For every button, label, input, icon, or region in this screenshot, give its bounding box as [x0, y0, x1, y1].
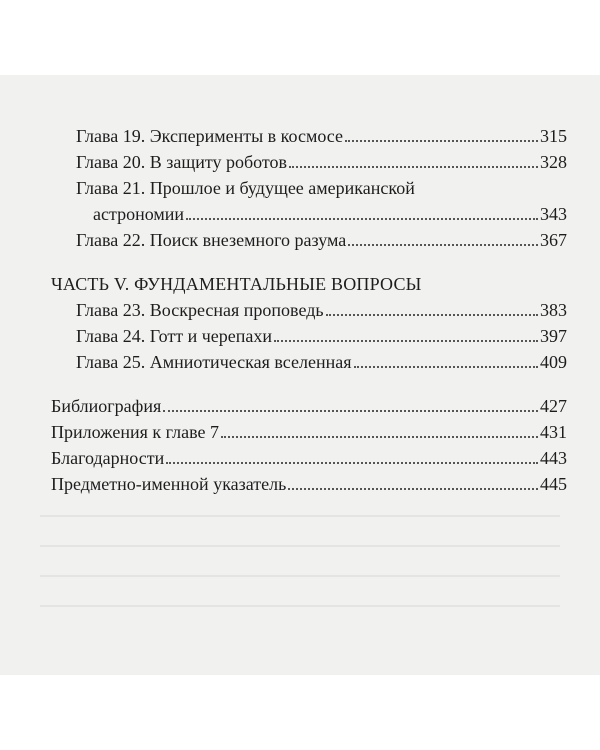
toc-entry-page: 343 — [540, 204, 567, 224]
dot-leader — [163, 410, 538, 412]
dot-leader — [288, 488, 538, 490]
toc-entry-title: Глава 23. Воскресная проповедь — [76, 300, 324, 320]
toc-entry-title-line1[interactable]: Глава 21. Прошлое и будущее американской — [76, 178, 415, 198]
toc-entry-page: 328 — [540, 152, 567, 172]
toc-entry-page: 445 — [540, 474, 567, 494]
dot-leader — [166, 462, 538, 464]
toc-entry-page: 315 — [540, 126, 567, 146]
show-through-line — [40, 605, 560, 607]
dot-leader — [354, 366, 538, 368]
toc-entry-title: Глава 20. В защиту роботов — [76, 152, 288, 172]
dot-leader — [186, 218, 538, 220]
toc-entry-page: 397 — [540, 326, 567, 346]
toc-entry-title: Библиография — [51, 396, 162, 416]
toc-entry-title: Глава 19. Эксперименты в космосе — [76, 126, 343, 146]
show-through-line — [40, 575, 560, 577]
toc-entry-page: 367 — [540, 230, 567, 250]
toc-entry-title-line2: астрономии — [93, 204, 185, 224]
toc-entry[interactable] — [76, 228, 567, 252]
toc-entry[interactable] — [76, 324, 567, 348]
toc-entry-title: Благодарности — [51, 448, 165, 468]
show-through-line — [40, 515, 560, 517]
toc-entry[interactable] — [51, 394, 567, 418]
toc-entry[interactable] — [51, 472, 567, 496]
dot-leader — [326, 314, 538, 316]
toc-entry-page: 409 — [540, 352, 567, 372]
toc-entry[interactable] — [76, 150, 567, 174]
dot-leader — [348, 244, 538, 246]
toc-entry-title: Предметно-именной указатель — [51, 474, 287, 494]
toc-entry[interactable] — [51, 446, 567, 470]
dot-leader — [274, 340, 538, 342]
toc-entry-page: 431 — [540, 422, 567, 442]
toc-entry-title: Глава 25. Амниотическая вселенная — [76, 352, 352, 372]
dot-leader — [289, 166, 538, 168]
dot-leader — [345, 140, 538, 142]
toc-entry-title: Приложения к главе 7 — [51, 422, 219, 442]
part-heading[interactable]: ЧАСТЬ V. ФУНДАМЕНТАЛЬНЫЕ ВОПРОСЫ — [51, 274, 422, 294]
toc-entry[interactable] — [76, 124, 567, 148]
toc-entry[interactable] — [93, 202, 567, 226]
toc-entry[interactable] — [76, 350, 567, 374]
toc-entry[interactable] — [51, 420, 567, 444]
toc-entry-page: 427 — [540, 396, 567, 416]
toc-entry-page: 383 — [540, 300, 567, 320]
toc-entry-title: Глава 24. Готт и черепахи — [76, 326, 273, 346]
dot-leader — [221, 436, 538, 438]
show-through-line — [40, 545, 560, 547]
toc-entry-title: Глава 22. Поиск внеземного разума — [76, 230, 347, 250]
toc-entry[interactable] — [76, 298, 567, 322]
toc-entry-page: 443 — [540, 448, 567, 468]
